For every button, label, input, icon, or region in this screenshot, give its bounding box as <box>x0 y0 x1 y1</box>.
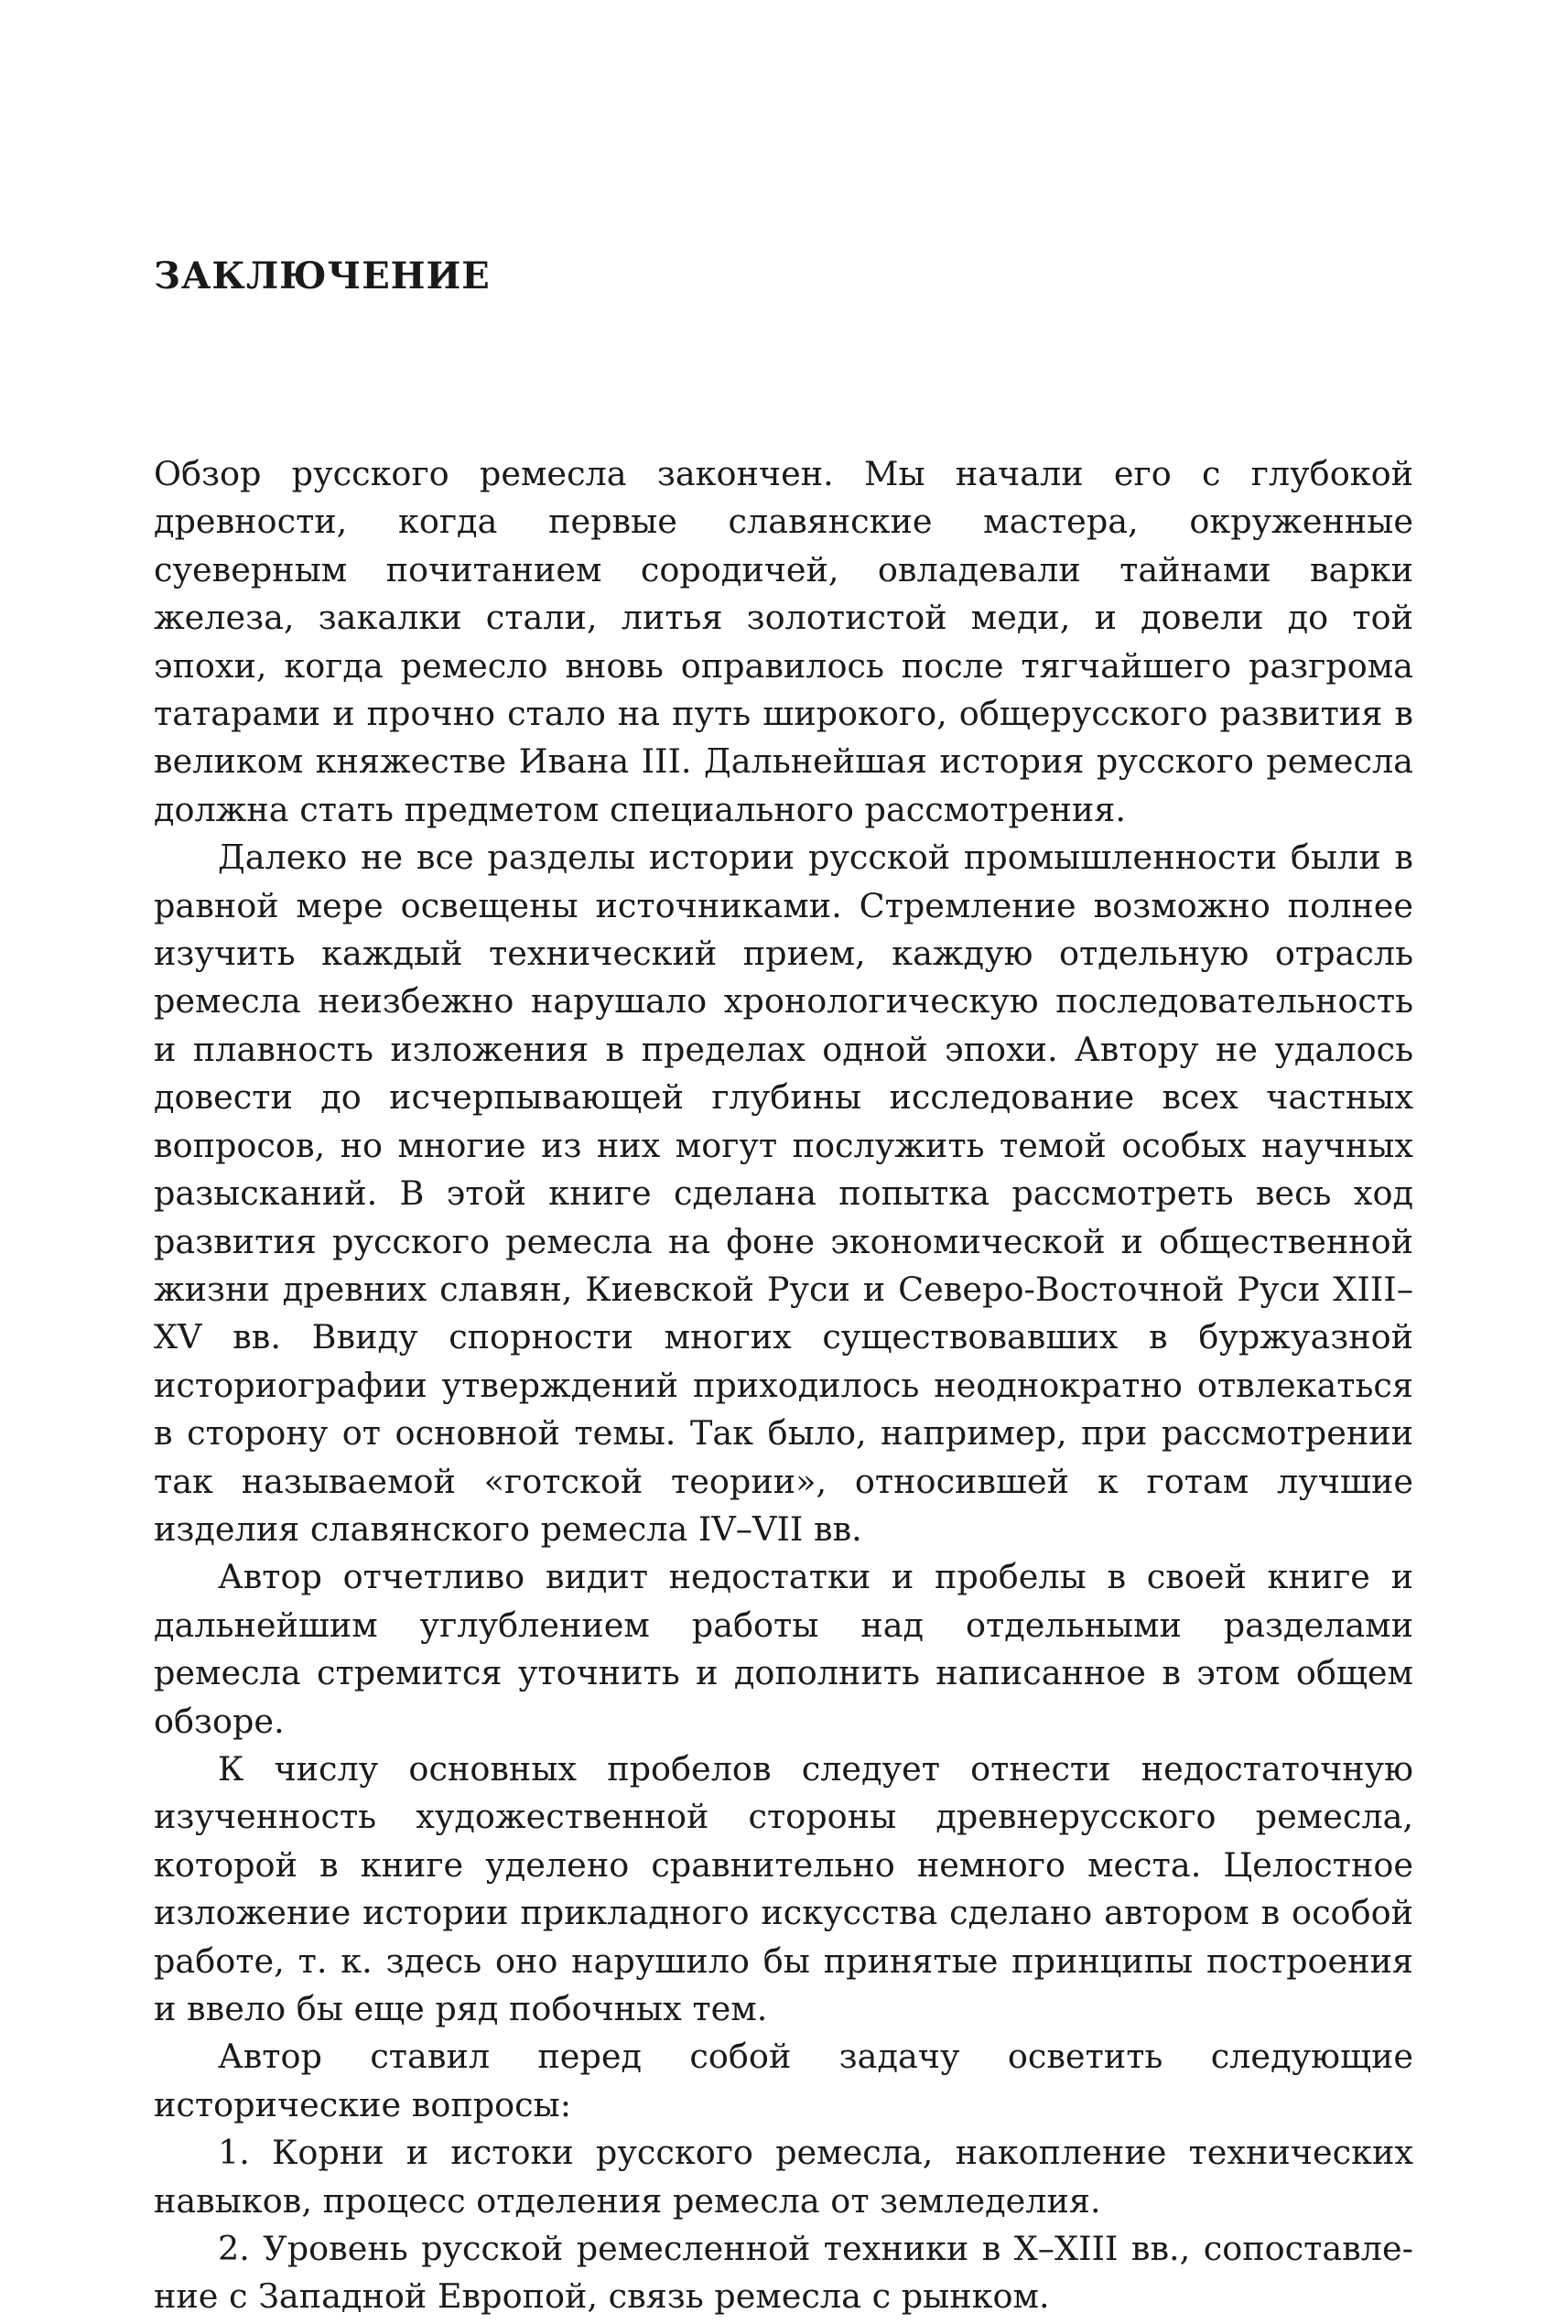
chapter-title: ЗАКЛЮЧЕНИЕ <box>154 254 491 297</box>
paragraph: К числу основных пробелов следует отнести недостаточную изученность художественной стороны древнерусского ремесла, которой в книге уделено сравнительно немного места. Целостное изложение истории прикладного искусства сделано автором в особой работе, т. к. здесь оно нарушило бы принятые принципы построения и ввело бы еще ряд побочных тем. <box>154 1748 1413 2028</box>
paragraph: Далеко не все разделы истории русской промышленности были в равной мере освещены источниками. Стремление возможно полнее изучить каждый технический прием, каждую отдельную отрасль ремесла неизбежно нарушало хронологическую последовательность и плавность изложения в пределах одной эпохи. Автору не удалось довести до исчерпывающей глубины исследование всех частных вопросов, но многие из них могут послужить темой особых научных разысканий. В этой книге сделана попытка рассмотреть весь ход развития русского ремесла на фоне экономической и общественной жизни древних славян, Киевской Руси и Северо-Восточной Руси XIII–XV вв. Ввиду спорности многих существовавших в буржуазной историографии утверждений приходилось неоднократно отвлекаться в сторону от основной темы. Так было, например, при рассмотрении так называемой «готской теории», относившей к готам лучшие изделия славянского ремесла IV–VII вв. <box>154 838 1413 1549</box>
paragraph: Обзор русского ремесла закончен. Мы начали его с глубокой древности, когда первые славянские мастера, окруженные суеверным почитанием сородичей, овладевали тайнами варки железа, закалки стали, литья золотистой меди, и довели до той эпохи, когда ремесло вновь оправилось после тягчайшего разгрома татарами и прочно стало на путь широкого, общерусского развития в великом княжестве Ивана III. Дальнейшая история русского ремесла должна стать предметом специального рассмотрения. <box>154 454 1413 829</box>
paragraph: Автор отчетливо видит недостатки и пробелы в своей книге и дальнейшим углублением работы над отдельными разделами ремесла стремится уточнить и дополнить написанное в этом общем обзоре. <box>154 1557 1413 1741</box>
list-item: 1. Корни и истоки русского ремесла, накопление технических навыков, процесс отделения ремесла от земледелия. <box>154 2133 1413 2221</box>
list-item: 2. Уровень русской ремесленной техники в X–XIII вв., сопоставление с Западной Европой, связь ремесла с рынком. <box>154 2229 1413 2317</box>
body-text <box>154 450 1413 2321</box>
paragraph: Автор ставил перед собой задачу осветить следующие исторические вопросы: <box>154 2037 1413 2124</box>
